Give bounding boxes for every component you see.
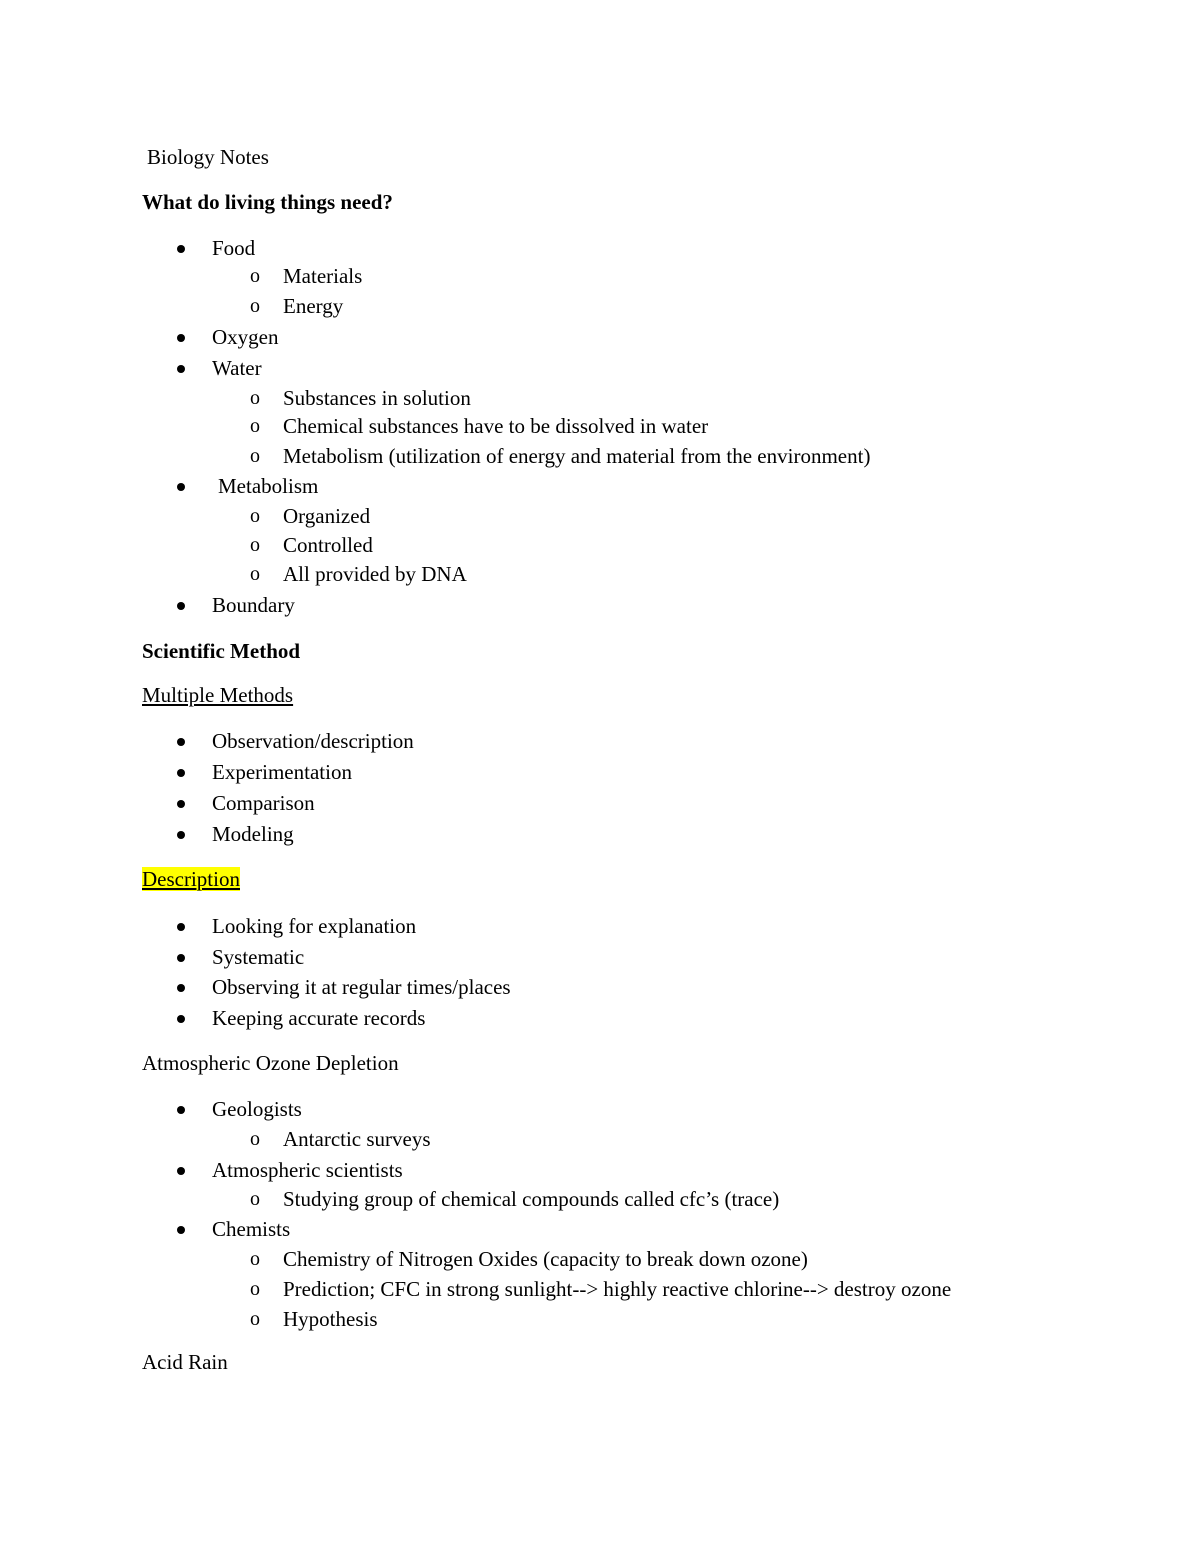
circle-bullet-icon: o [250,1188,260,1210]
list-item-atmospheric: Atmospheric scientists [212,1158,403,1182]
list-item-antarctic: Antarctic surveys [283,1127,431,1151]
list-item-chemists: Chemists [212,1217,291,1241]
circle-bullet-icon: o [250,1128,260,1150]
list-item-energy: Energy [283,294,344,318]
list-item-method: Modeling [212,822,294,846]
bullet-icon [177,245,185,253]
circle-bullet-icon: o [250,445,260,467]
list-item-description: Systematic [212,945,305,969]
list-item-metabolism: Metabolism [218,474,319,498]
bullet-icon [177,334,185,342]
list-item-description: Keeping accurate records [212,1006,426,1030]
bullet-icon [177,1106,185,1114]
circle-bullet-icon: o [250,295,260,317]
circle-bullet-icon: o [250,387,260,409]
list-item-boundary: Boundary [212,593,295,617]
list-item-description: Looking for explanation [212,914,417,938]
list-item-description: Observing it at regular times/places [212,975,511,999]
list-item-oxygen: Oxygen [212,325,279,349]
bullet-icon [177,800,185,808]
list-item-food: Food [212,236,256,260]
bullet-icon [177,1167,185,1175]
bullet-icon [177,923,185,931]
circle-bullet-icon: o [250,534,260,556]
bullet-icon [177,1015,185,1023]
heading-ozone: Atmospheric Ozone Depletion [142,1051,399,1075]
circle-bullet-icon: o [250,415,260,437]
list-item-method: Comparison [212,791,315,815]
heading-acid-rain: Acid Rain [142,1350,228,1374]
circle-bullet-icon: o [250,505,260,527]
list-item-substances: Substances in solution [283,386,471,410]
circle-bullet-icon: o [250,563,260,585]
list-item-metabolism-def: Metabolism (utilization of energy and material from the environment) [283,444,871,468]
document-title: Biology Notes [147,145,269,169]
list-item-prediction: Prediction; CFC in strong sunlight--> highly reactive chlorine--> destroy ozone [283,1277,952,1301]
bullet-icon [177,483,185,491]
bullet-icon [177,1226,185,1234]
bullet-icon [177,365,185,373]
list-item-water: Water [212,356,262,380]
list-item-hypothesis: Hypothesis [283,1307,378,1331]
list-item-materials: Materials [283,264,363,288]
bullet-icon [177,738,185,746]
list-item-controlled: Controlled [283,533,373,557]
list-item-nitrogen: Chemistry of Nitrogen Oxides (capacity to break down ozone) [283,1247,808,1271]
heading-scientific-method: Scientific Method [142,639,301,663]
bullet-icon [177,984,185,992]
heading-description: Description [142,867,240,891]
list-item-method: Experimentation [212,760,352,784]
bullet-icon [177,954,185,962]
list-item-chemical: Chemical substances have to be dissolved in water [283,414,709,438]
circle-bullet-icon: o [250,1308,260,1330]
subheading-multiple-methods: Multiple Methods [142,683,294,707]
bullet-icon [177,831,185,839]
circle-bullet-icon: o [250,265,260,287]
heading-living-things: What do living things need? [142,190,393,214]
list-item-dna: All provided by DNA [283,562,467,586]
list-item-organized: Organized [283,504,371,528]
bullet-icon [177,602,185,610]
list-item-method: Observation/description [212,729,414,753]
bullet-icon [177,769,185,777]
circle-bullet-icon: o [250,1248,260,1270]
list-item-geologists: Geologists [212,1097,302,1121]
list-item-studying: Studying group of chemical compounds called cfc’s (trace) [283,1187,780,1211]
circle-bullet-icon: o [250,1278,260,1300]
